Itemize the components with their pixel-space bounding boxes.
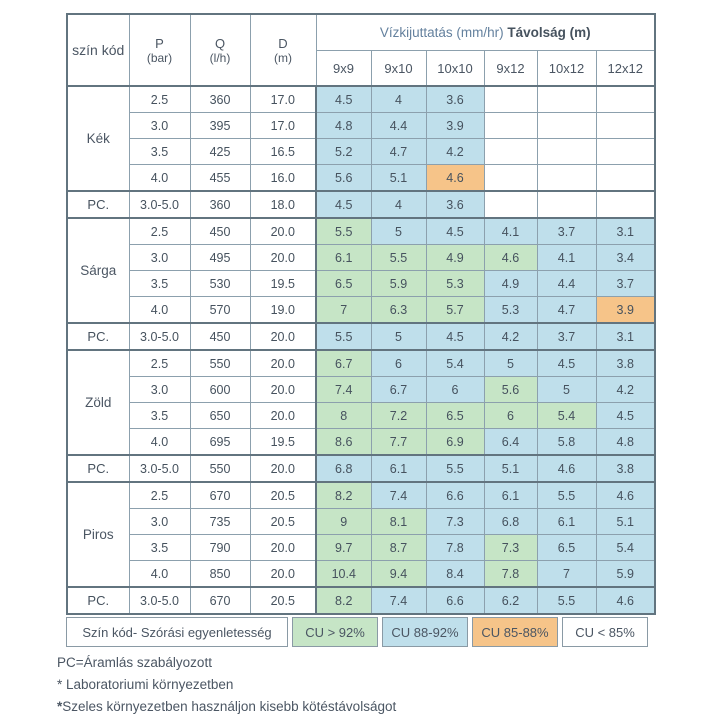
value-cell — [484, 86, 537, 113]
value-cell: 4.5 — [316, 86, 371, 113]
data-row — [67, 561, 655, 588]
data-row — [67, 271, 655, 297]
value-cell: 5.8 — [537, 429, 596, 456]
value-cell: 4.6 — [426, 165, 484, 192]
value-cell: 7.8 — [484, 561, 537, 588]
pc-label-cell: PC. — [67, 455, 129, 482]
pressure-cell: 4.0 — [129, 165, 190, 192]
value-cell: 6 — [484, 403, 537, 429]
value-cell: 4 — [371, 191, 426, 218]
flow-cell: 550 — [190, 455, 250, 482]
flow-cell: 650 — [190, 403, 250, 429]
value-cell: 6.6 — [426, 587, 484, 614]
pressure-cell: 3.5 — [129, 535, 190, 561]
diameter-cell: 20.5 — [250, 587, 316, 614]
data-row — [67, 535, 655, 561]
pressure-cell: 4.0 — [129, 297, 190, 324]
color-code-cell: Zöld — [67, 350, 129, 455]
value-cell: 6.9 — [426, 429, 484, 456]
value-cell: 3.8 — [596, 350, 655, 377]
value-cell: 3.4 — [596, 245, 655, 271]
value-cell: 6.1 — [316, 245, 371, 271]
column-header-precipitation-span — [316, 14, 655, 51]
value-cell: 4.8 — [316, 113, 371, 139]
flow-unit: (l/h) — [209, 50, 231, 65]
value-cell: 8.1 — [371, 509, 426, 535]
diameter-cell: 20.0 — [250, 350, 316, 377]
value-cell: 5.1 — [484, 455, 537, 482]
pressure-cell: 3.0-5.0 — [129, 323, 190, 350]
diameter-cell: 18.0 — [250, 191, 316, 218]
value-cell: 6 — [426, 377, 484, 403]
diameter-cell: 20.0 — [250, 455, 316, 482]
value-cell — [596, 113, 655, 139]
value-cell: 4.5 — [426, 218, 484, 245]
data-row — [67, 509, 655, 535]
flow-label: Q — [214, 35, 226, 51]
diameter-cell: 20.0 — [250, 323, 316, 350]
value-cell: 3.1 — [596, 323, 655, 350]
value-cell: 7 — [316, 297, 371, 324]
value-cell: 3.7 — [596, 271, 655, 297]
value-cell — [537, 165, 596, 192]
value-cell — [537, 86, 596, 113]
footnote-wind — [57, 696, 396, 718]
table-header — [67, 14, 655, 86]
diameter-cell: 20.0 — [250, 377, 316, 403]
value-cell: 4 — [371, 86, 426, 113]
value-cell: 3.6 — [426, 191, 484, 218]
value-cell: 10.4 — [316, 561, 371, 588]
flow-cell: 455 — [190, 165, 250, 192]
flow-cell: 670 — [190, 482, 250, 509]
value-cell — [537, 191, 596, 218]
value-cell: 7.7 — [371, 429, 426, 456]
data-row — [67, 139, 655, 165]
value-cell: 4.5 — [316, 191, 371, 218]
value-cell: 9.7 — [316, 535, 371, 561]
flow-cell: 360 — [190, 191, 250, 218]
diameter-cell: 20.5 — [250, 509, 316, 535]
value-cell: 3.8 — [596, 455, 655, 482]
value-cell: 5.4 — [596, 535, 655, 561]
pc-label-cell: PC. — [67, 191, 129, 218]
flow-cell: 570 — [190, 297, 250, 324]
footnote-laboratory — [57, 674, 396, 696]
legend-item-white: CU < 85% — [562, 617, 648, 647]
value-cell: 6.1 — [484, 482, 537, 509]
data-row — [67, 297, 655, 324]
value-cell: 8 — [316, 403, 371, 429]
footnotes — [57, 652, 396, 718]
spacing-header-9x12: 9x12 — [484, 51, 537, 87]
value-cell: 3.1 — [596, 218, 655, 245]
value-cell: 6.5 — [426, 403, 484, 429]
footnote-laboratory-text: Laboratoriumi környezetben — [62, 677, 234, 692]
column-header-diameter — [250, 14, 316, 86]
pressure-cell: 3.0 — [129, 113, 190, 139]
value-cell — [537, 139, 596, 165]
value-cell: 6.6 — [426, 482, 484, 509]
flow-cell: 600 — [190, 377, 250, 403]
value-cell: 8.4 — [426, 561, 484, 588]
pressure-cell: 2.5 — [129, 218, 190, 245]
diameter-cell: 19.5 — [250, 271, 316, 297]
footnote-wind-text: Szeles környezetben használjon kisebb kötéstávolságot — [62, 699, 397, 714]
flow-cell: 735 — [190, 509, 250, 535]
legend-item-blue: CU 88-92% — [382, 617, 468, 647]
diameter-cell: 16.5 — [250, 139, 316, 165]
pressure-cell: 3.5 — [129, 403, 190, 429]
value-cell: 4.5 — [596, 403, 655, 429]
pressure-unit: (bar) — [146, 50, 173, 65]
value-cell: 6.1 — [371, 455, 426, 482]
pressure-cell: 3.0-5.0 — [129, 455, 190, 482]
value-cell: 9.4 — [371, 561, 426, 588]
diameter-cell: 17.0 — [250, 113, 316, 139]
value-cell: 7.3 — [484, 535, 537, 561]
value-cell — [484, 139, 537, 165]
pressure-cell: 3.5 — [129, 271, 190, 297]
value-cell — [596, 139, 655, 165]
value-cell: 4.6 — [596, 482, 655, 509]
value-cell — [537, 113, 596, 139]
column-header-color-code: szín kód — [67, 14, 129, 86]
column-header-pressure — [129, 14, 190, 86]
value-cell: 5.4 — [537, 403, 596, 429]
value-cell: 4.6 — [596, 587, 655, 614]
legend-item-orange: CU 85-88% — [472, 617, 558, 647]
value-cell: 5.6 — [316, 165, 371, 192]
value-cell: 5.5 — [537, 587, 596, 614]
value-cell — [596, 165, 655, 192]
data-row — [67, 218, 655, 245]
value-cell: 6.1 — [537, 509, 596, 535]
value-cell: 4.5 — [537, 350, 596, 377]
diameter-cell: 19.5 — [250, 429, 316, 456]
legend-title: Szín kód- Szórási egyenletesség — [66, 617, 288, 647]
value-cell: 4.1 — [537, 245, 596, 271]
value-cell: 7.4 — [371, 587, 426, 614]
pc-row — [67, 323, 655, 350]
spacing-header-12x12: 12x12 — [596, 51, 655, 87]
data-row — [67, 86, 655, 113]
table-body — [67, 86, 655, 614]
flow-cell: 670 — [190, 587, 250, 614]
value-cell: 7 — [537, 561, 596, 588]
flow-cell: 425 — [190, 139, 250, 165]
value-cell: 4.6 — [484, 245, 537, 271]
pressure-cell: 3.0 — [129, 509, 190, 535]
value-cell: 7.4 — [371, 482, 426, 509]
flow-cell: 450 — [190, 323, 250, 350]
value-cell: 7.8 — [426, 535, 484, 561]
value-cell — [484, 165, 537, 192]
flow-cell: 790 — [190, 535, 250, 561]
value-cell: 4.5 — [426, 323, 484, 350]
diameter-cell: 20.0 — [250, 245, 316, 271]
value-cell — [484, 191, 537, 218]
value-cell: 4.4 — [371, 113, 426, 139]
value-cell: 5.1 — [371, 165, 426, 192]
value-cell: 5 — [537, 377, 596, 403]
value-cell: 3.9 — [426, 113, 484, 139]
value-cell: 5.9 — [596, 561, 655, 588]
color-code-cell: Piros — [67, 482, 129, 587]
value-cell: 7.3 — [426, 509, 484, 535]
value-cell: 6.5 — [537, 535, 596, 561]
data-row — [67, 165, 655, 192]
pc-label-cell: PC. — [67, 323, 129, 350]
value-cell — [596, 191, 655, 218]
value-cell: 5.5 — [426, 455, 484, 482]
value-cell: 9 — [316, 509, 371, 535]
value-cell: 6 — [371, 350, 426, 377]
sprinkler-spec-table — [66, 13, 656, 615]
value-cell: 6.2 — [484, 587, 537, 614]
diameter-cell: 20.0 — [250, 218, 316, 245]
value-cell: 6.5 — [316, 271, 371, 297]
value-cell: 6.3 — [371, 297, 426, 324]
value-cell: 4.8 — [596, 429, 655, 456]
spacing-header-10x12: 10x12 — [537, 51, 596, 87]
diameter-cell: 20.0 — [250, 561, 316, 588]
value-cell: 3.6 — [426, 86, 484, 113]
pressure-cell: 4.0 — [129, 561, 190, 588]
footnote-marker-bold: * — [57, 699, 63, 714]
flow-cell: 495 — [190, 245, 250, 271]
flow-cell: 550 — [190, 350, 250, 377]
value-cell: 8.2 — [316, 482, 371, 509]
value-cell: 4.9 — [484, 271, 537, 297]
diameter-cell: 19.0 — [250, 297, 316, 324]
diameter-cell: 20.5 — [250, 482, 316, 509]
value-cell: 6.8 — [484, 509, 537, 535]
legend-item-green: CU > 92% — [292, 617, 378, 647]
value-cell: 5 — [371, 323, 426, 350]
value-cell: 6.7 — [316, 350, 371, 377]
pressure-cell: 3.0 — [129, 245, 190, 271]
value-cell: 5.4 — [426, 350, 484, 377]
data-row — [67, 245, 655, 271]
value-cell: 6.8 — [316, 455, 371, 482]
diameter-cell: 20.0 — [250, 535, 316, 561]
diameter-cell: 17.0 — [250, 86, 316, 113]
value-cell: 5.5 — [371, 245, 426, 271]
value-cell: 5 — [484, 350, 537, 377]
value-cell: 8.6 — [316, 429, 371, 456]
value-cell: 4.4 — [537, 271, 596, 297]
value-cell: 3.7 — [537, 218, 596, 245]
value-cell: 5.5 — [316, 323, 371, 350]
pc-row — [67, 587, 655, 614]
value-cell — [484, 113, 537, 139]
value-cell: 4.6 — [537, 455, 596, 482]
spacing-header-9x10: 9x10 — [371, 51, 426, 87]
data-row — [67, 377, 655, 403]
value-cell: 5.6 — [484, 377, 537, 403]
spacing-header-9x9: 9x9 — [316, 51, 371, 87]
diameter-label: D — [278, 35, 288, 51]
value-cell: 4.1 — [484, 218, 537, 245]
value-cell: 3.7 — [537, 323, 596, 350]
data-row — [67, 113, 655, 139]
value-cell: 5.9 — [371, 271, 426, 297]
footnote-pc: PC=Áramlás szabályozott — [57, 655, 212, 670]
diameter-cell: 16.0 — [250, 165, 316, 192]
value-cell: 5 — [371, 218, 426, 245]
flow-cell: 395 — [190, 113, 250, 139]
color-code-cell: Kék — [67, 86, 129, 191]
value-cell — [596, 86, 655, 113]
value-cell: 4.2 — [484, 323, 537, 350]
value-cell: 5.5 — [316, 218, 371, 245]
value-cell: 7.2 — [371, 403, 426, 429]
value-cell: 8.2 — [316, 587, 371, 614]
flow-cell: 360 — [190, 86, 250, 113]
diameter-cell: 20.0 — [250, 403, 316, 429]
pc-row — [67, 191, 655, 218]
precipitation-title: Vízkijuttatás (mm/hr) — [379, 25, 504, 40]
pc-row — [67, 455, 655, 482]
pressure-cell: 4.0 — [129, 429, 190, 456]
pressure-cell: 2.5 — [129, 482, 190, 509]
pressure-cell: 3.0-5.0 — [129, 191, 190, 218]
value-cell: 4.2 — [596, 377, 655, 403]
footnote-marker: * — [57, 677, 63, 692]
pressure-cell: 2.5 — [129, 350, 190, 377]
column-header-flow — [190, 14, 250, 86]
flow-cell: 850 — [190, 561, 250, 588]
data-row — [67, 482, 655, 509]
pressure-cell: 3.0-5.0 — [129, 587, 190, 614]
value-cell: 4.2 — [426, 139, 484, 165]
value-cell: 5.2 — [316, 139, 371, 165]
pressure-label: P — [155, 35, 164, 51]
pressure-cell: 3.0 — [129, 377, 190, 403]
distance-title: Távolság (m) — [507, 25, 591, 40]
flow-cell: 695 — [190, 429, 250, 456]
data-row — [67, 429, 655, 456]
spacing-header-10x10: 10x10 — [426, 51, 484, 87]
flow-cell: 450 — [190, 218, 250, 245]
value-cell: 4.7 — [371, 139, 426, 165]
value-cell: 5.5 — [537, 482, 596, 509]
pressure-cell: 2.5 — [129, 86, 190, 113]
data-row — [67, 403, 655, 429]
value-cell: 5.3 — [484, 297, 537, 324]
value-cell: 7.4 — [316, 377, 371, 403]
data-row — [67, 350, 655, 377]
value-cell: 5.1 — [596, 509, 655, 535]
pc-label-cell: PC. — [67, 587, 129, 614]
value-cell: 8.7 — [371, 535, 426, 561]
color-code-legend — [66, 617, 648, 647]
flow-cell: 530 — [190, 271, 250, 297]
value-cell: 4.7 — [537, 297, 596, 324]
pressure-cell: 3.5 — [129, 139, 190, 165]
value-cell: 5.3 — [426, 271, 484, 297]
value-cell: 6.4 — [484, 429, 537, 456]
value-cell: 5.7 — [426, 297, 484, 324]
value-cell: 6.7 — [371, 377, 426, 403]
value-cell: 4.9 — [426, 245, 484, 271]
diameter-unit: (m) — [274, 50, 292, 65]
value-cell: 3.9 — [596, 297, 655, 324]
color-code-cell: Sárga — [67, 218, 129, 323]
